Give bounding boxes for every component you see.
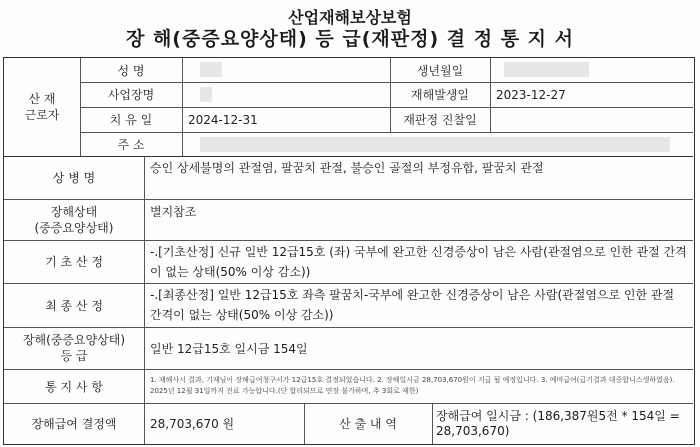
address-label: 주 소 <box>117 137 145 152</box>
name-label: 성 명 <box>117 63 145 78</box>
grade-label: 장해(중증요양상태) 등 급 <box>22 333 126 363</box>
disease-value: 승인 상세불명의 관절염, 팔꿈치 관절, 불승인 골절의 부정유합, 팔꿈치 관절 <box>150 161 544 175</box>
rule <box>4 283 693 284</box>
accident-date-label: 재해발생일 <box>411 88 469 102</box>
worker-group-label: 산 재 근로자 <box>24 92 60 122</box>
document-title: 장 해(중증요양상태) 등 급(재판정) 결 정 통 지 서 <box>125 28 575 50</box>
notice-label: 통 지 사 항 <box>45 379 103 394</box>
document-supertitle: 산업재해보상보험 <box>288 8 412 27</box>
rule <box>304 403 305 444</box>
rule <box>4 156 693 157</box>
calc-value: 장해급여 일시금 : (186,387원5전 * 154일 = 28,703,670) <box>436 408 680 438</box>
rule <box>4 199 693 200</box>
name-redaction <box>200 62 222 77</box>
workplace-redaction <box>200 87 212 102</box>
final-calc-label: 최 종 산 정 <box>45 298 103 313</box>
notice-table <box>3 57 695 445</box>
rule <box>4 369 693 370</box>
status-label: 장해상태 (중증요양상태) <box>34 204 114 235</box>
rule <box>4 240 693 241</box>
cure-date-value: 2024-12-31 <box>188 112 258 127</box>
status-value: 별지참조 <box>150 205 197 219</box>
disease-label: 상 병 명 <box>52 171 96 185</box>
rule <box>80 132 693 133</box>
final-calc-value: -.[최종산정] 일반 12급15호 좌측 팔꿈치-국부에 완고한 신경증상이 남은 사람(관절염으로 인한 관절 간격이 없는 상태(50% 이상 감소)) <box>150 288 675 322</box>
workplace-label: 사업장명 <box>107 88 155 102</box>
reexam-date-value <box>490 107 693 132</box>
basic-calc-label: 기 초 산 정 <box>45 255 103 269</box>
rule <box>390 58 391 132</box>
rule <box>432 403 433 444</box>
rule <box>80 107 693 108</box>
rule <box>490 58 491 132</box>
notice-value: 1. 재해사시 결과, 기재님이 장해급여청구서가 12급15호 결정되었습니다. 2. 장해일시금 28,703,670원이 지급 될 예정입니다. 3. 예비급여(급기결과 대중합니스생하였음). 2025년 12월 31일까지 진료 가능합니다.(단 합리되므로 연장 불가하며, 추 3회로 제한) <box>150 376 675 395</box>
rule <box>4 327 693 328</box>
accident-date-value: 2023-12-27 <box>496 87 566 102</box>
workplace-value <box>182 82 390 107</box>
basic-calc-value: -.[기초산정] 신규 일반 12급15호 (좌) 국부에 완고한 신경증상이 남은 사람(관절염으로 인한 관절 간격이 없는 상태(50% 이상 감소)) <box>150 244 687 279</box>
grade-value: 일반 12급15호 일시금 154일 <box>150 341 308 356</box>
amount-value: 28,703,670 원 <box>150 417 235 431</box>
rule <box>80 82 693 83</box>
birth-redaction <box>504 62 589 77</box>
reexam-date-label: 재판정 진찰일 <box>403 113 477 127</box>
address-redaction <box>200 137 670 152</box>
amount-label: 장해급여 결정액 <box>31 417 117 431</box>
calc-label: 산 출 내 역 <box>339 417 397 431</box>
cure-date-label: 치 유 일 <box>109 113 153 127</box>
birth-label: 생년월일 <box>416 63 464 78</box>
rule <box>4 403 693 404</box>
